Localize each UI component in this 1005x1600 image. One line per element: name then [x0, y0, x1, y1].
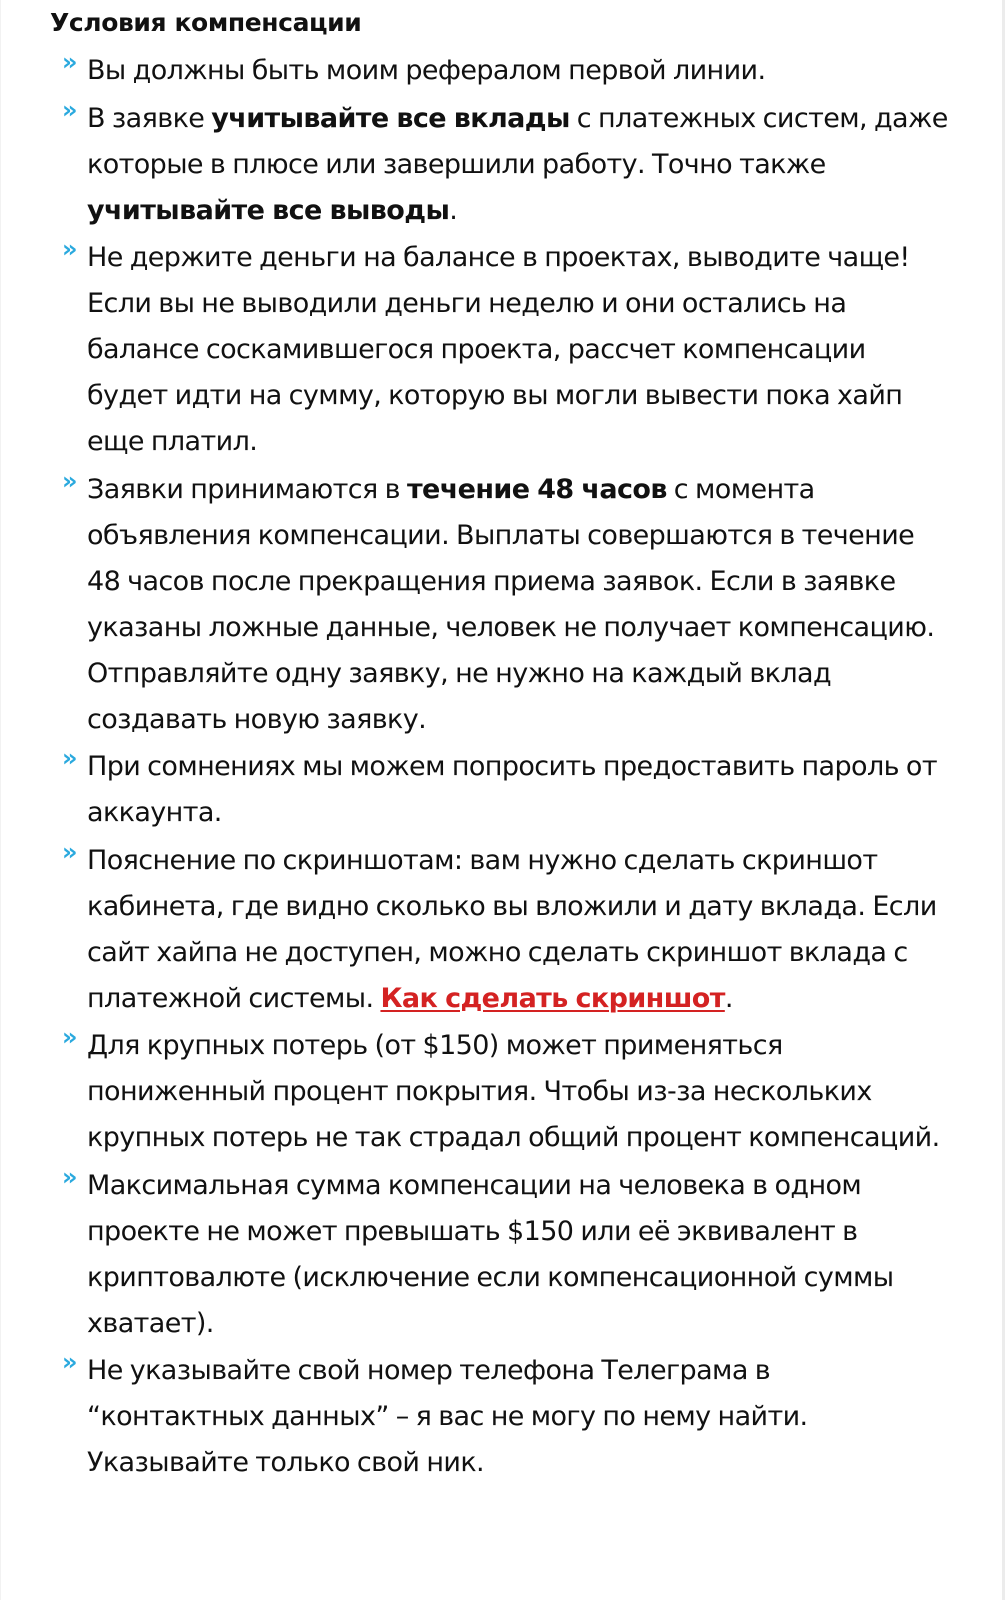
double-chevron-bullet-icon: » [62, 235, 76, 263]
item-text: Вы должны быть моим рефералом первой линии. [87, 55, 766, 86]
item-text: Для крупных потерь (от $150) может применяться пониженный процент покрытия. Чтобы из-за нескольких крупных потерь не так страдал общий процент компенсаций. [87, 1030, 940, 1153]
double-chevron-bullet-icon: » [62, 48, 76, 76]
list-item-max-amount [50, 1163, 950, 1347]
compensation-terms-section [50, 0, 950, 1488]
double-chevron-bullet-icon: » [62, 1162, 76, 1191]
list-item-balance [50, 235, 950, 465]
item-text: В заявке [87, 102, 212, 134]
item-text: Заявки принимаются в [87, 473, 407, 505]
list-item-telegram [50, 1348, 950, 1486]
double-chevron-bullet-icon: » [62, 837, 76, 866]
list-item-referral [50, 48, 950, 94]
double-chevron-bullet-icon: » [62, 744, 76, 772]
list-item-large-losses [50, 1023, 950, 1161]
section-title: Условия компенсации [50, 8, 362, 37]
item-text: При сомнениях мы можем попросить предоставить пароль от аккаунта. [87, 751, 937, 828]
emphasis-text: учитывайте все выводы [87, 194, 450, 226]
emphasis-text: учитывайте все вклады [211, 102, 570, 134]
item-text: Не указывайте свой номер телефона Телеграма в “контактных данных” – я вас не могу по нему найти. Указывайте только свой ник. [87, 1355, 808, 1478]
item-text: . [449, 194, 458, 226]
double-chevron-bullet-icon: » [62, 466, 76, 495]
list-item-password [50, 744, 950, 836]
terms-list [50, 48, 950, 1486]
item-text: с платежных систем, даже которые в плюсе или завершили работу. Точно также [87, 102, 948, 180]
item-text: Не держите деньги на балансе в проектах, выводите чаще! Если вы не выводили деньги неделю и они остались на балансе соскамившегося проекта, рассчет компенсации будет идти на сумму, которую вы могли вывести пока хайп еще платил. [87, 242, 910, 457]
how-to-screenshot-link[interactable]: Как сделать скриншот [380, 982, 725, 1014]
double-chevron-bullet-icon: » [62, 95, 76, 124]
emphasis-text: течение 48 часов [406, 473, 667, 505]
item-text: Максимальная сумма компенсации на человека в одном проекте не может превышать $150 или её эквивалент в криптовалюте (исключение если компенсационной суммы хватает). [87, 1169, 894, 1339]
item-text: Пояснение по скриншотам: вам нужно сделать скриншот кабинета, где видно сколько вы вложили и дату вклада. Если сайт хайпа не доступен, можно сделать скриншот вклада с платежной системы. [87, 844, 937, 1014]
list-item-screenshots [50, 838, 950, 1022]
double-chevron-bullet-icon: » [62, 1348, 76, 1376]
list-item-deadlines [50, 467, 950, 743]
item-text: с момента объявления компенсации. Выплаты совершаются в течение 48 часов после прекращения приема заявок. Если в заявке указаны ложные данные, человек не получает компенсацию. Отправляйте одну заявку, не нужно на каждый вклад создавать новую заявку. [87, 473, 935, 735]
list-item-deposits [50, 96, 950, 234]
double-chevron-bullet-icon: » [62, 1023, 76, 1051]
item-text: . [724, 982, 733, 1014]
